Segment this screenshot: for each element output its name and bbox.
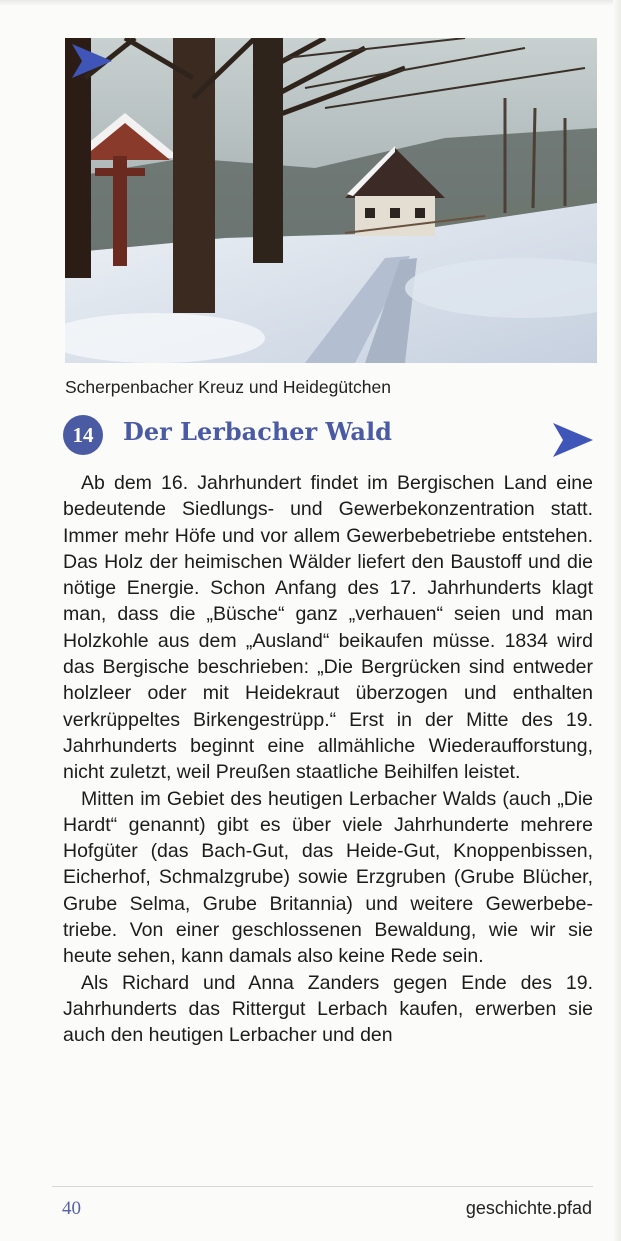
paragraph: Mitten im Gebiet des heutigen Lerbacher Walds (auch „Die Hardt“ genannt) gibt es über viele Jahrhunderte mehrere Hofgüter (das Bach-Gut, das Heide-Gut, Knoppenbissen, Eicherhof, Schmalzgrube) sowie Erzgruben (Grube Blücher, Grube Selma, Grube Britannia) und weitere Gewerbebetriebe. Von einer geschlossenen Bewaldung, wie wir sie heute sehen, kann damals also keine Rede sein. <box>63 787 593 968</box>
arrow-right-icon <box>70 42 114 80</box>
arrow-right-icon <box>551 421 595 459</box>
section-heading <box>63 413 593 457</box>
page-top-edge <box>0 0 621 6</box>
photo-illustration <box>65 38 597 363</box>
paragraph: Als Richard und Anna Zanders gegen Ende des 19. Jahrhunderts das Rittergut Lerbach kaufen, erwerben sie auch den heutigen Lerbacher und den <box>63 971 593 1047</box>
footer-divider <box>52 1186 593 1187</box>
footer-label: geschichte.pfad <box>465 1198 592 1218</box>
section-title: Der Lerbacher Wald <box>123 417 392 446</box>
body-text <box>63 470 593 1049</box>
section-number-badge: 14 <box>63 415 103 455</box>
winter-landscape-photo <box>65 38 597 363</box>
page-right-edge <box>613 0 621 1241</box>
photo-caption: Scherpenbacher Kreuz und Heidegütchen <box>65 377 391 397</box>
paragraph: Ab dem 16. Jahrhundert findet im Bergischen Land eine bedeutende Siedlungs- und Gewerbekonzentration statt. Immer mehr Höfe und vor allem Gewerbebetriebe entstehen. Das Holz der heimischen Wälder liefert den Baustoff und die nötige Energie. Schon Anfang des 17. Jahrhunderts klagt man, dass die „Büsche“ ganz „verhauen“ seien und man Holzkohle aus dem „Ausland“ beikaufen müsse. 1834 wird das Bergische beschrieben: „Die Bergrücken sind entweder holzleer oder mit Heidekraut überzogen und enthalten verkrüppeltes Birkengestrüpp.“ Erst in der Mitte des 19. Jahrhunderts beginnt eine allmähliche Wiederaufforstung, nicht zuletzt, weil Preußen staatliche Beihilfen leistet. <box>63 472 593 784</box>
page-number: 40 <box>62 1198 81 1219</box>
